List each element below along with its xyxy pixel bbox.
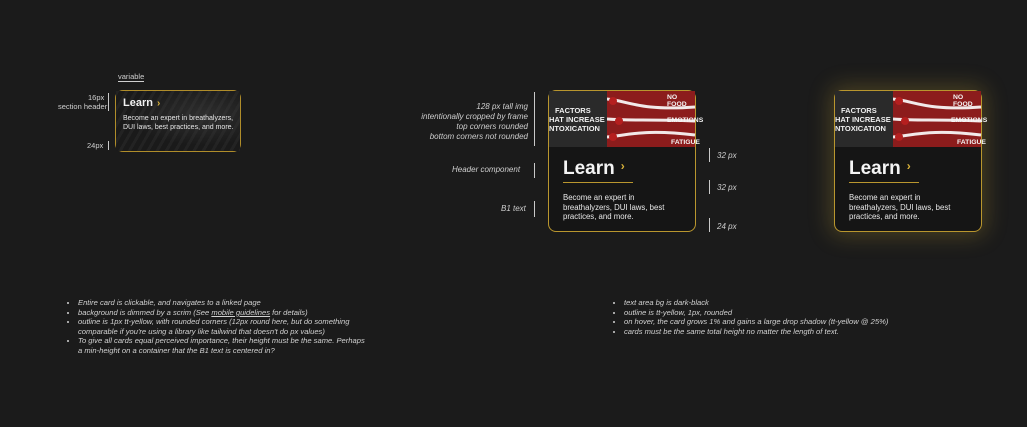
note-item: • cards must be the same total height no matter the length of text. <box>624 327 934 337</box>
chevron-right-icon: › <box>156 98 161 109</box>
note-item <box>78 308 368 318</box>
spacing-24-label: 24 px <box>717 222 737 231</box>
variable-underline <box>118 81 144 82</box>
card-body-text: Become an expert in breathalyzers, DUI laws, best practices, and more. <box>123 115 234 131</box>
header-component-label: Header component <box>452 165 521 174</box>
note-text: background is dimmed by a scrim (See <box>78 307 212 317</box>
image-note <box>400 102 528 142</box>
card-header <box>849 158 911 180</box>
card-header <box>563 158 625 180</box>
b1-marker <box>534 201 535 217</box>
image-label-no-food: NO FOOD <box>953 94 973 108</box>
header-marker <box>534 163 535 178</box>
spacing-16-label: 16px <box>88 93 105 102</box>
chevron-right-icon: › <box>906 159 911 173</box>
image-label-fatigue: FATIGUE <box>671 139 700 146</box>
image-title <box>835 106 893 133</box>
image-label-emotions: EMOTIONS <box>667 117 704 124</box>
spacing-32-label: 32 px <box>717 183 737 192</box>
image-label-no-food: NO FOOD <box>667 94 687 108</box>
mobile-guidelines-link[interactable]: mobile guidelines <box>211 307 271 317</box>
header-underline <box>563 182 633 183</box>
card-body-text: Become an expert in breathalyzers, DUI laws, best practices, and more. <box>563 193 665 221</box>
image-title-line: HAT INCREASE <box>549 115 605 124</box>
image-note-line: 128 px tall img <box>476 102 528 111</box>
image-label-emotions: EMOTIONS <box>951 117 988 124</box>
notes-right <box>614 298 934 336</box>
card-header-text: Learn <box>123 97 153 109</box>
spacing-marker <box>108 141 109 150</box>
note-item: • on hover, the card grows 1% and gains a large drop shadow (tt-yellow @ 25%) <box>624 317 934 327</box>
spacing-marker <box>709 218 710 232</box>
spacing-32-label: 32 px <box>717 151 737 160</box>
card-image <box>549 91 704 147</box>
small-learn-card[interactable] <box>115 90 241 152</box>
image-title-line: FACTORS <box>841 106 877 115</box>
image-marker <box>534 92 535 146</box>
note-item: • text area bg is dark-black <box>624 298 934 308</box>
spacing-marker <box>709 180 710 194</box>
card-header-text: Learn <box>849 158 901 179</box>
learn-card-default[interactable] <box>548 90 704 232</box>
variable-label: variable <box>118 72 145 81</box>
image-note-line: intentionally cropped by frame <box>421 112 528 121</box>
card-body-text: Become an expert in breathalyzers, DUI laws, best practices, and more. <box>849 193 951 221</box>
card-header-text: Learn <box>563 158 615 179</box>
image-title <box>549 106 607 133</box>
image-title-line: FACTORS <box>555 106 591 115</box>
image-title-line: NTOXICATION <box>835 124 886 133</box>
image-note-line: bottom corners not rounded <box>429 132 528 141</box>
image-title-line: HAT INCREASE <box>835 115 891 124</box>
spacing-24-label: 24px <box>87 141 104 150</box>
note-item: • To give all cards equal perceived importance, their height must be the same. Perhaps a min-height on a container that the B1 text is centered in? <box>78 336 368 355</box>
chevron-right-icon: › <box>620 159 625 173</box>
header-underline <box>849 182 919 183</box>
b1-text-label: B1 text <box>501 204 526 213</box>
note-item: • Entire card is clickable, and navigates to a linked page <box>78 298 368 308</box>
image-title-line: NTOXICATION <box>549 124 600 133</box>
learn-card-hover[interactable] <box>834 90 988 232</box>
image-note-line: top corners rounded <box>456 122 528 131</box>
note-text: for details) <box>270 307 308 317</box>
note-item: • outline is 1px tt-yellow, with rounded corners (12px round here, but do something comparable if you're using a library like tailwind that doesn't do px values) <box>78 317 368 336</box>
spacing-marker <box>108 93 109 111</box>
spacing-marker <box>709 148 710 162</box>
note-item: • outline is tt-yellow, 1px, rounded <box>624 308 934 318</box>
image-label-fatigue: FATIGUE <box>957 139 986 146</box>
section-header-label: section header <box>58 102 108 111</box>
card-image <box>835 91 988 147</box>
notes-left <box>68 298 368 356</box>
card-header <box>123 97 160 109</box>
